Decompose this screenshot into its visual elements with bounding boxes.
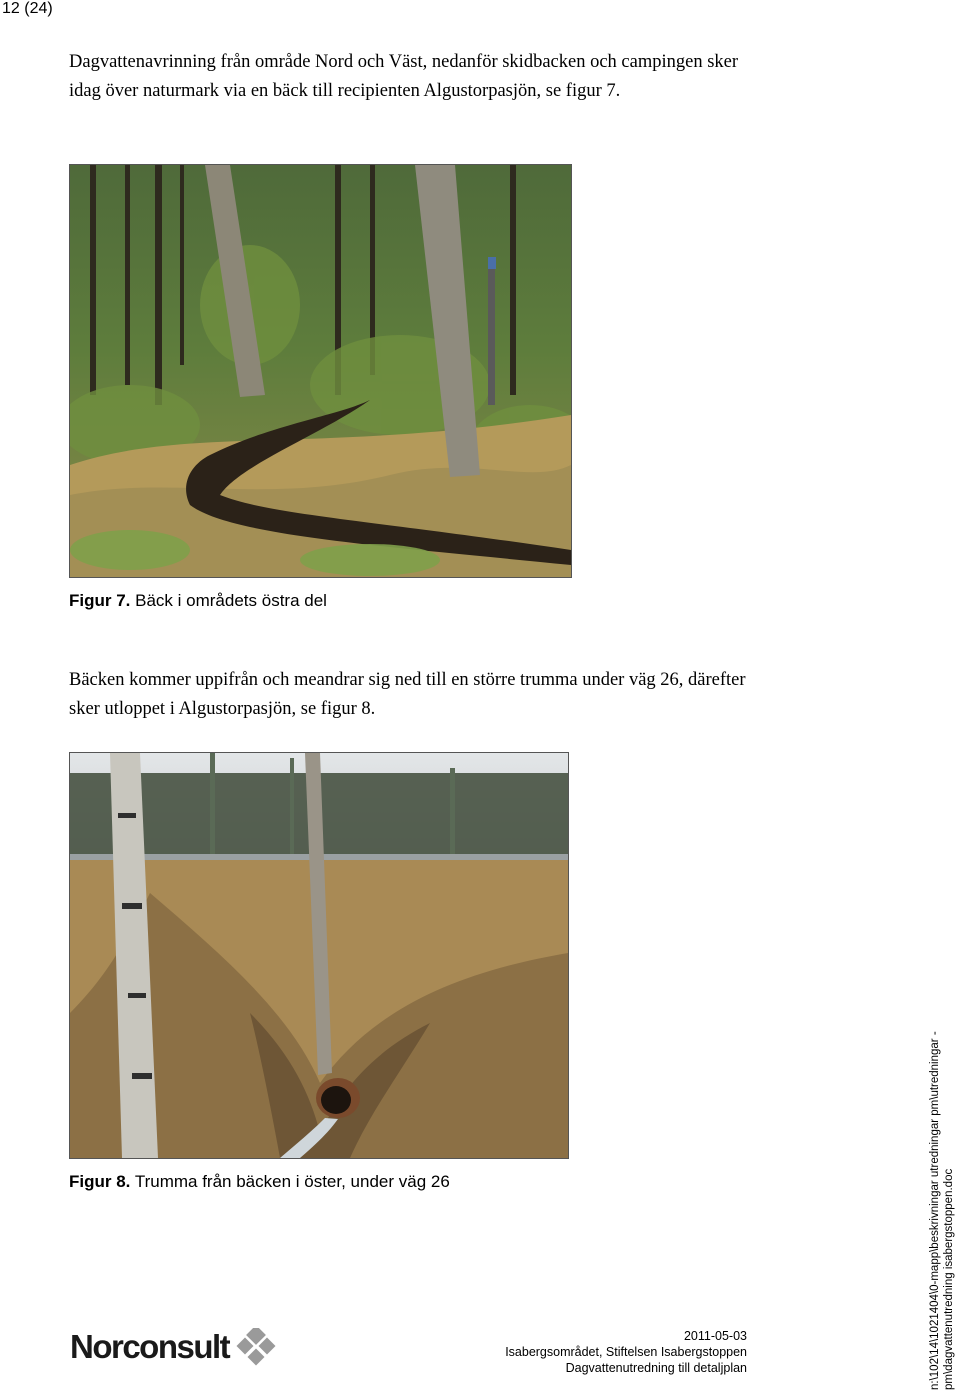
footer-project: Isabergsområdet, Stiftelsen Isabergstoppen (505, 1345, 747, 1359)
footer-date: 2011-05-03 (683, 1329, 747, 1343)
norconsult-logo (70, 1328, 279, 1366)
logo-diamond-icon (233, 1328, 279, 1366)
figure-8-caption (69, 1172, 450, 1192)
figure-8-label: Figur 8. (69, 1172, 131, 1191)
figure-7-photo (69, 164, 572, 578)
footer-info (505, 1328, 747, 1376)
stream-paragraph: Bäcken kommer uppifrån och meandrar sig ned till en större trumma under väg 26, därefter sker utloppet i Algustorpasjön, se figur 8. (69, 670, 746, 719)
figure-7-caption-text: Bäck i områdets östra del (130, 591, 327, 610)
file-path-vertical (928, 1030, 956, 1390)
footer-document-title: Dagvattenutredning till detaljplan (565, 1361, 747, 1375)
figure-7-caption (69, 591, 327, 611)
file-path-line-1: n:\102\14\1021404\0-mapp\beskrivningar utredningar pm\utredningar - (929, 1031, 941, 1390)
figure-7-label: Figur 7. (69, 591, 131, 610)
figure-8-caption-text: Trumma från bäcken i öster, under väg 26 (130, 1172, 450, 1191)
file-path-line-2: pm\dagvattenutredning isabergstoppen.doc (943, 1168, 955, 1390)
figure-8-photo (69, 752, 569, 1159)
intro-paragraph: Dagvattenavrinning från område Nord och Väst, nedanför skidbacken och campingen sker idag över naturmark via en bäck till recipienten Algustorpasjön, se figur 7. (69, 52, 739, 101)
logo-wordmark: Norconsult (70, 1328, 230, 1365)
page-number: 12 (24) (2, 0, 53, 17)
